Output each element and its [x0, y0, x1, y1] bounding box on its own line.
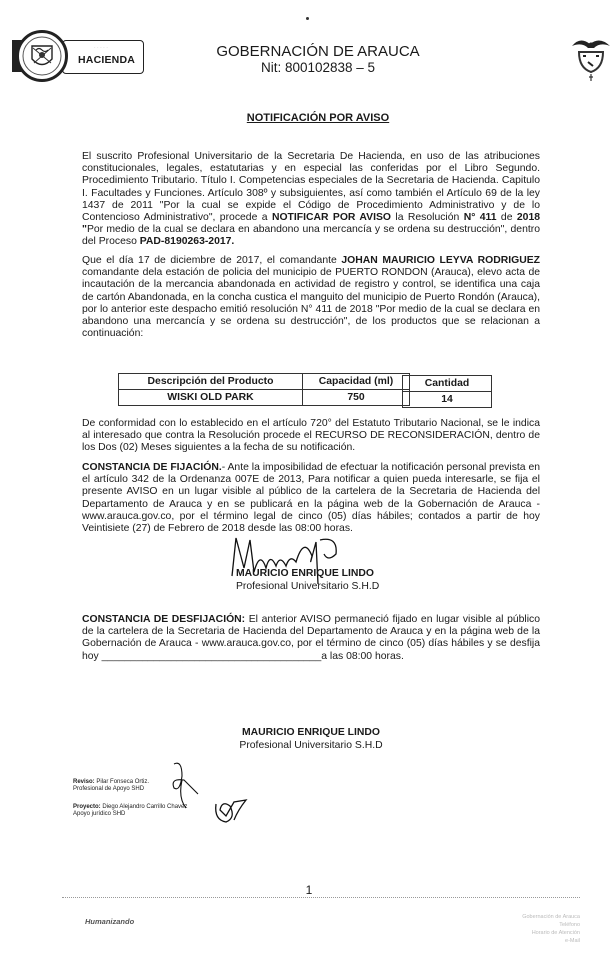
footer-slogan-logo: Humanizando [85, 917, 135, 926]
drafted-by [73, 804, 187, 818]
resolution-year: 2018 " [82, 212, 541, 236]
products-table [118, 373, 410, 406]
header-description: Descripción del Producto [119, 374, 303, 390]
fijacion-text: - Ante la imposibilidad de efectuar la notificación personal prevista en el artículo 342 de la Ordenanza 007E de 2013, Para notificar a quien pueda interesarle, se fija el presente AVISO en un lugar visible al público de la cartelera de la Secretaria de Hacienda del Departamento de Arauca y en se publicará en la página web de la Gobernación de Arauca - www.arauca.gov.co, por el término legal de cinco (05) días hábiles; contados a partir de hoy Veintisiete (27) de Febrero de 2018 desde las 08:00 horas. [82, 462, 540, 535]
reviewed-by-role: Profesional de Apoyo SHD [73, 786, 145, 792]
scan-speck [306, 17, 309, 20]
header-capacity: Capacidad (ml) [302, 374, 409, 390]
intro-text-d: Por medio de la cual se declara en abandono una mercancía y se ordena su destrucción", dentro del Proceso [82, 224, 540, 248]
reviewed-by-name: Pilar Fonseca Ortiz. [94, 779, 150, 785]
table-row [119, 390, 410, 406]
intro-text-b: la Resolución [391, 212, 464, 224]
fijacion-heading: CONSTANCIA DE FIJACIÓN. [82, 462, 222, 473]
intro-paragraph [82, 151, 540, 249]
notificar-por-aviso-emphasis: NOTIFICAR POR AVISO [271, 212, 391, 224]
products-table-quantity-column [402, 375, 492, 408]
footer-contact-info [380, 913, 580, 945]
drafted-by-role: Apoyo jurídico SHD [73, 811, 126, 817]
process-number: PAD-8190263-2017. [139, 236, 235, 248]
signer-role: Profesional Universitario S.H.D [236, 581, 380, 592]
colombia-coat-of-arms-icon [570, 34, 612, 86]
table-header-row [403, 376, 492, 392]
footer-contact-line: Gobernación de Arauca [522, 914, 580, 920]
fijacion-paragraph [82, 462, 540, 535]
appeal-paragraph: De conformidad con lo establecido en el artículo 720° del Estatuto Tributario Nacional, se le indica al interesado que contra la Resolución procede el RECURSO DE RECONSIDERACIÓN, dentro de los Dos (02) Meses siguientes a la fecha de su notificación. [82, 418, 540, 454]
desfijacion-paragraph [82, 614, 540, 663]
facts-text-b: comandante dela estación de policia del municipio de PUERTO RONDON (Arauca), elevo acta de incautación de la mercancia abandonada en actividad de registro y control, se identifica una caja de cartón Abandonada, en la concha custica el manguito del municipio de Puerto Rondón (Arauca), por lo anterior este despacho emitió resolución N° 411 de 2018 "Por medio de la cual se declara en abandono una mercancía y se ordena su destrucción", de los productos que se relacionan a continuación: [82, 267, 540, 340]
resolution-number: N° 411 [463, 212, 497, 224]
commander-name: JOHAN MAURICIO LEYVA RODRIGUEZ [341, 255, 540, 266]
facts-text-a: Que el día 17 de diciembre de 2017, el comandante [82, 255, 342, 266]
hacienda-label: HACIENDA [78, 54, 136, 66]
hacienda-seal-icon [16, 30, 68, 82]
reviewer-initials-icon [168, 758, 202, 810]
header-quantity: Cantidad [403, 376, 492, 392]
footer-contact-line: Horario de Atención [531, 930, 580, 936]
drafted-by-label: Proyecto: [73, 804, 101, 810]
facts-paragraph [82, 255, 540, 340]
signer-name-final: MAURICIO ENRIQUE LINDO [242, 727, 380, 738]
reviewed-by-label: Reviso: [73, 779, 95, 785]
intro-text-a: El suscrito Profesional Universitario de la Secretaria De Hacienda, en uso de las atribuciones constitucionales, legales, estatutarias y en especial las conferidas por el Libro Segundo. Procedimiento Tributario. Título I. Competencias especiales de la Secretaria de Hacienda. Capitulo I. Facultades y Funciones. Artículo 308º y subsiguientes, así como también el Artículo 69 de la ley 1437 de 2011 "Por la cual se expide el Código de Procedimiento Administrativo y de lo Contencioso Administrativo", procede a [82, 151, 540, 224]
table-row [403, 392, 492, 408]
hacienda-faint-caption: · · · · · [94, 45, 108, 51]
cell-description: WISKI OLD PARK [119, 390, 303, 406]
desfijacion-heading: CONSTANCIA DE DESFIJACIÓN: [82, 614, 246, 625]
organization-title: GOBERNACIÓN DE ARAUCA [216, 43, 420, 60]
footer-divider [62, 897, 580, 898]
desfijacion-text: El anterior AVISO permaneció fijado en lugar visible al público de la cartelera de la Secretaria de Hacienda del Departamento de Arauca y en la página web de la Gobernación de Arauca - www.arauca.gov.co, por el término de cinco (05) días hábiles y se desfija hoy [82, 614, 540, 662]
reviewed-by [73, 779, 149, 793]
document-title: NOTIFICACIÓN POR AVISO [246, 112, 390, 124]
signer-name: MAURICIO ENRIQUE LINDO [236, 568, 374, 579]
footer-contact-line: Teléfono [559, 922, 580, 928]
organization-nit: Nit: 800102838 – 5 [260, 60, 376, 75]
cell-quantity: 14 [403, 392, 492, 408]
desfijacion-date-blank: ______________________________________ [101, 650, 322, 662]
signer-role-final: Profesional Universitario S.H.D [239, 740, 383, 751]
footer-contact-line: e-Mail [565, 938, 580, 944]
drafted-by-name: Diego Alejandro Carrillo Chavez [100, 804, 188, 810]
drafter-initials-icon [212, 796, 248, 826]
table-header-row [119, 374, 410, 390]
cell-capacity: 750 [302, 390, 409, 406]
page-number: 1 [305, 883, 313, 897]
intro-text-c: de [496, 212, 517, 224]
desfijacion-time: a las 08:00 horas. [321, 650, 404, 662]
